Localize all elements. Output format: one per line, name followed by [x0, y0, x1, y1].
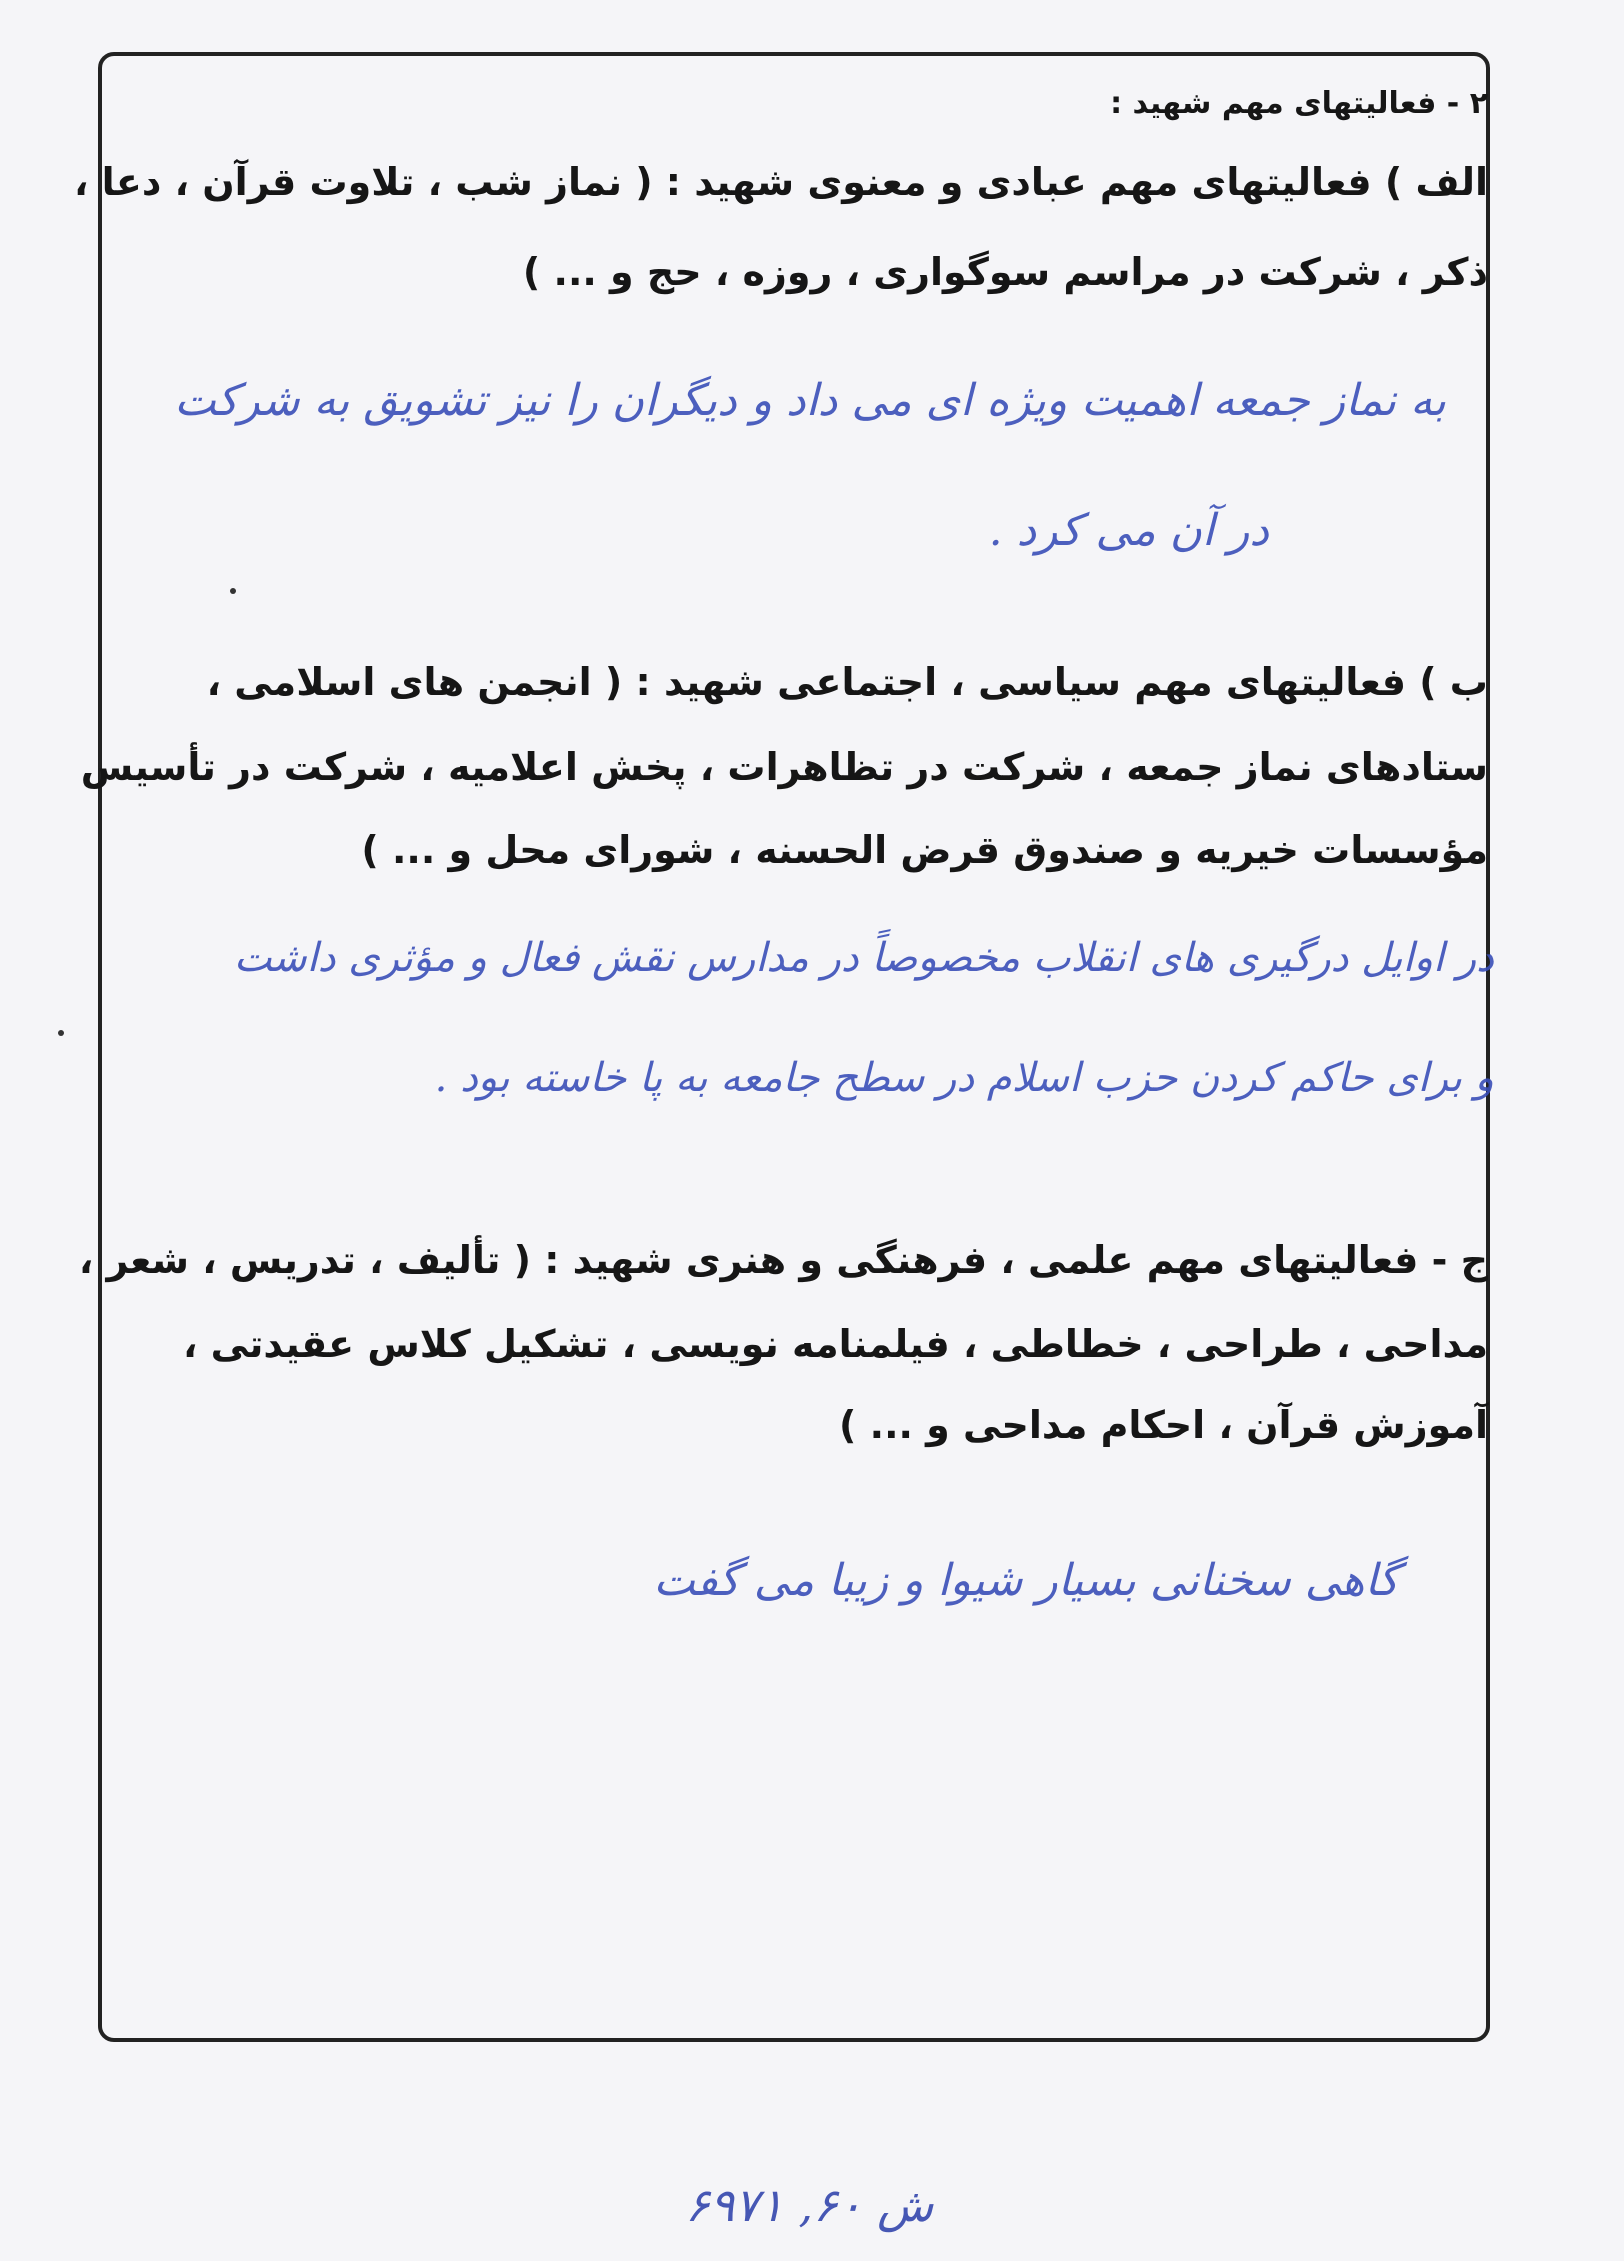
- section-a-line-2: ذکر ، شرکت در مراسم سوگواری ، روزه ، حج و ... ): [522, 250, 1488, 294]
- section-heading: ۲ - فعالیتهای مهم شهید :: [1110, 86, 1488, 121]
- section-a-handwritten-line-2: در آن می کرد .: [988, 505, 1269, 556]
- section-c-line-1: ج - فعالیتهای مهم علمی ، فرهنگی و هنری شهید : ( تألیف ، تدریس ، شعر ،: [78, 1238, 1488, 1282]
- section-c-handwritten-line-1: گاهی سخنانی بسیار شیوا و زیبا می گفت: [653, 1555, 1399, 1606]
- section-c-line-2: مداحی ، طراحی ، خطاطی ، فیلمنامه نویسی ، تشکیل کلاس عقیدتی ،: [182, 1322, 1488, 1366]
- section-c-line-3: آموزش قرآن ، احکام مداحی و ... ): [839, 1403, 1488, 1447]
- section-b-line-1: ب ) فعالیتهای مهم سیاسی ، اجتماعی شهید : ( انجمن های اسلامی ،: [206, 660, 1488, 704]
- document-border-frame: [98, 52, 1490, 2042]
- section-b-handwritten-line-2: و برای حاکم کردن حزب اسلام در سطح جامعه به پا خاسته بود .: [434, 1055, 1494, 1101]
- stray-mark: [230, 588, 236, 594]
- section-b-line-2: ستادهای نماز جمعه ، شرکت در تظاهرات ، پخش اعلامیه ، شرکت در تأسیس: [80, 745, 1488, 789]
- section-b-line-3: مؤسسات خیریه و صندوق قرض الحسنه ، شورای محل و ... ): [361, 828, 1488, 872]
- section-b-handwritten-line-1: در اوایل درگیری های انقلاب مخصوصاً در مدارس نقش فعال و مؤثری داشت: [233, 935, 1494, 981]
- stray-mark: [58, 1030, 64, 1036]
- section-a-line-1: الف ) فعالیتهای مهم عبادی و معنوی شهید : ( نماز شب ، تلاوت قرآن ، دعا ،: [73, 160, 1488, 204]
- section-a-handwritten-line-1: به نماز جمعه اهمیت ویژه ای می داد و دیگران را نیز تشویق به شرکت: [174, 375, 1446, 426]
- footer-handwritten-number: ۶۹۷۱ ,۶۰ ش: [685, 2178, 934, 2232]
